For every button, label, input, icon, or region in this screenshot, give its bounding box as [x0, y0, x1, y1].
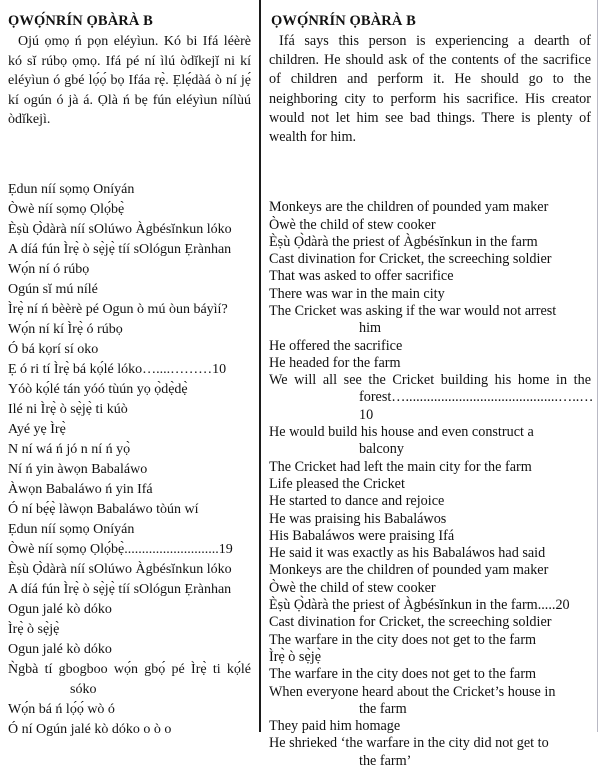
verse-line: He said it was exactly as his Babaláwos had said	[269, 545, 546, 562]
english-translation-column	[261, 0, 597, 770]
verse-line: him	[359, 320, 382, 337]
verse-line: Ogun jalé kò dóko	[8, 641, 112, 657]
verse-line: He would build his house and even construct a	[269, 424, 534, 441]
verse-line: Ó bá kọrí sí oko	[8, 341, 99, 357]
verse-line: Ní ń yin àwọn Babaláwo	[8, 461, 148, 477]
verse-line: The Cricket was asking if the war would not arrest	[269, 303, 557, 319]
verse-line: Èṣù Ọ̀dàrà níí sOlúwo Àgbésĭnkun lóko	[8, 561, 232, 577]
verse-line: There was war in the main city	[269, 285, 445, 302]
verse-line: Monkeys are the children of pounded yam maker	[269, 562, 549, 579]
verse-line: That was asked to offer sacrifice	[269, 268, 454, 285]
verse-line: the farm’	[359, 752, 412, 769]
verse-line: Ìrẹ̀ ní ń bèèrè pé Ogun ò mú òun báyìí?	[8, 301, 228, 317]
verse-line: He was praising his Babaláwos	[269, 510, 447, 527]
verse-line: Ìrẹ̀ ò sẹ̀jẹ̀	[269, 648, 321, 665]
verse-line: Ẹdun níí sọmọ Oníyán	[8, 181, 135, 197]
verse-line: Ìrẹ̀ ò sẹ̀jẹ̀	[8, 621, 60, 637]
verse-line: He started to dance and rejoice	[269, 493, 445, 510]
verse-line: Òwè the child of stew cooker	[269, 216, 436, 233]
verse-line: Ayé yẹ Ìrẹ̀	[8, 421, 66, 437]
verse-line: balcony	[359, 441, 404, 458]
verse-line: Monkeys are the children of pounded yam maker	[269, 199, 549, 216]
verse-line: sóko	[70, 681, 97, 697]
verse-line: The warfare in the city does not get to the farm	[269, 631, 537, 648]
verse-line: Wọ́n ní ó rúbọ	[8, 261, 90, 277]
verse-line: Ogún sĭ mú nílé	[8, 281, 98, 297]
verse-line: A díá fún Ìrẹ̀ ò sẹ̀jẹ̀ tíí sOlógun Ẹrànhan	[8, 241, 232, 257]
page-edge-rule	[597, 0, 598, 732]
verse-line: They paid him homage	[269, 718, 401, 735]
verse-line: Ǹgbà tí gbogboo wọ́n gbọ́ pé Ìrẹ̀ ti kọ́lé	[8, 661, 251, 677]
verse-line: Èṣù Ọ̀dàrà níí sOlúwo Àgbésĭnkun lóko	[8, 221, 232, 237]
verse-line: Òwè the child of stew cooker	[269, 579, 436, 596]
verse-line: Òwè níí sọmọ Ọlọ́bẹ̀	[8, 201, 125, 217]
verse-line: A díá fún Ìrẹ̀ ò sẹ̀jẹ̀ tíí sOlógun Ẹrànhan	[8, 581, 232, 597]
verse-line: Yóò kọ́lé tán yóó tùún yọ ọ̀dẹ̀dẹ̀	[8, 381, 188, 397]
verse-line: forest…...........................................…..…10	[359, 389, 594, 423]
verse-line: Ó ní bẹ́ẹ̀ làwọn Babaláwo tòún wí	[8, 501, 199, 517]
page-title: ỌWỌ́NRÍN ỌBÀRÀ B	[8, 13, 153, 29]
verse-line: the farm	[359, 700, 407, 717]
verse-line: Ogun jalé kò dóko	[8, 601, 112, 617]
verse-line: Òwè níí sọmọ Ọlọ́bẹ̀...........................19	[8, 541, 233, 557]
verse-line: Èṣù Ọ̀dàrà the priest of Àgbésĭnkun in the farm	[269, 233, 538, 250]
verse-line: Àwọn Babaláwo ń yin Ifá	[8, 481, 153, 497]
verse-line: Cast divination for Cricket, the screeching soldier	[269, 251, 552, 268]
yoruba-verse-block	[8, 180, 251, 740]
verse-line: He shrieked ‘the warfare in the city did not get to	[269, 735, 549, 752]
verse-line: He offered the sacrifice	[269, 337, 403, 354]
english-verse-block	[269, 199, 594, 770]
verse-line: N ní wá ń jó n ní ń yọ̀	[8, 441, 131, 457]
verse-line: He headed for the farm	[269, 354, 401, 371]
yoruba-verse-column	[0, 0, 259, 740]
verse-line: Life pleased the Cricket	[269, 475, 405, 492]
yoruba-intro-paragraph: Ojú ọmọ ń pọn eléyìun. Kó bi Ifá léèrè kó sĭ rúbọ ọmọ. Ifá pé ní ìlú òdĭkejĭ ni kí eléyìun ó gbé lọ́ọ́ bọ Ifáa rẹ̀. Ẹlẹ́dàá ò ní jẹ́ kí ogún ó jà á. Ọlà ń bẹ fún eléyìun nílùú òdĭkejì.	[8, 34, 251, 127]
page-title-translation: ỌWỌ́NRÍN ỌBÀRÀ B	[271, 13, 416, 29]
verse-line: Ó ní Ogún jalé kò dóko o ò o	[8, 721, 172, 737]
verse-line: The warfare in the city does not get to the farm	[269, 666, 537, 683]
verse-line: Cast divination for Cricket, the screeching soldier	[269, 614, 552, 631]
verse-line: Wọ́n ní kí Ìrẹ̀ ó rúbọ	[8, 321, 123, 337]
verse-line: Ilé ni Ìrẹ̀ ò sẹ̀jẹ̀ ti kúò	[8, 401, 128, 417]
english-intro-paragraph: Ifá says this person is experiencing a dearth of children. He should ask of the contents of the sacrifice of children and perform it. He should go to the neighboring city to perform his sacrifice. His creator would not let him see bad things. There is plenty of wealth for him.	[269, 33, 591, 146]
verse-line: The Cricket had left the main city for the farm	[269, 458, 532, 475]
verse-line: Wọ́n bá ń lọ́ọ́ wò ó	[8, 701, 115, 717]
verse-line: Ẹ ó ri tí Ìrẹ̀ bá kọ́lé lóko…....………10	[8, 361, 227, 377]
verse-line: His Babaláwos were praising Ifá	[269, 527, 455, 544]
verse-line: When everyone heard about the Cricket’s house in	[269, 683, 556, 700]
verse-line: We will all see the Cricket building his home in the	[269, 372, 591, 389]
verse-line: Ẹdun níí sọmọ Oníyán	[8, 521, 135, 537]
verse-line: Èṣù Ọ̀dàrà the priest of Àgbésĭnkun in the farm.....20	[269, 597, 570, 614]
